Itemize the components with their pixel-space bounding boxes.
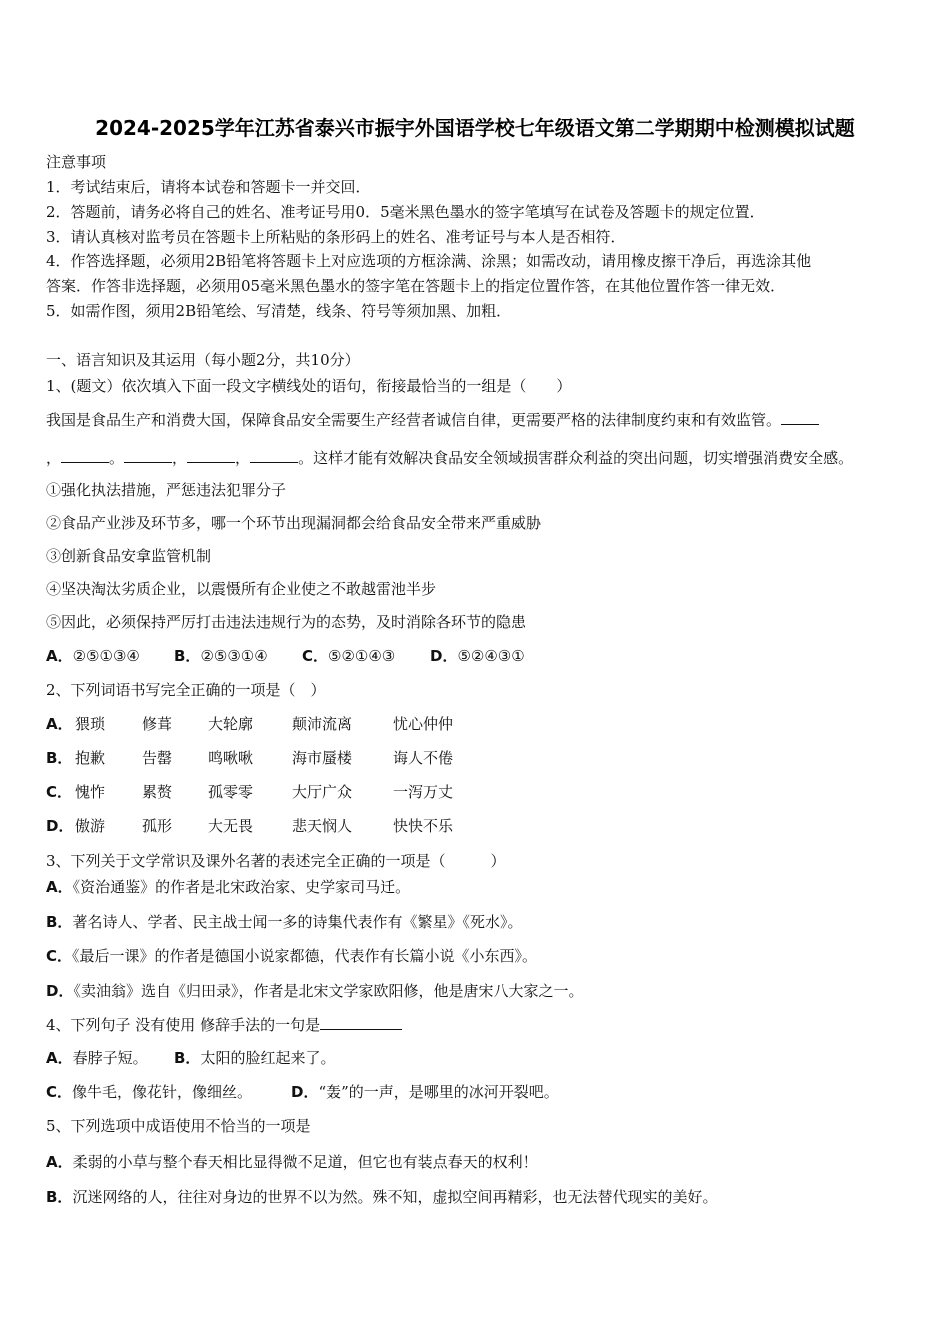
question-2-stem: 2、下列词语书写完全正确的一项是（ ） (46, 681, 326, 699)
option-a[interactable]: A．春脖子短。 (46, 1049, 148, 1067)
question-1-passage (46, 410, 819, 430)
word: 傲游 (75, 817, 106, 835)
word: 海市蜃楼 (292, 749, 353, 767)
passage-sep: ， (46, 449, 62, 467)
word: 抱歉 (75, 749, 106, 767)
word: 告罄 (142, 749, 173, 767)
question-4-stem: 4、下列句子 没有使用 修辞手法的一句是 (46, 1015, 402, 1035)
word: 鸣啾啾 (208, 749, 254, 767)
question-3-option-a[interactable]: A．《资治通鉴》的作者是北宋政治家、史学家司马迁。 (46, 878, 411, 896)
question-5-option-a[interactable]: A．柔弱的小草与整个春天相比显得微不足道，但它也有装点春天的权利！ (46, 1153, 538, 1171)
option-letter: C． (46, 783, 73, 801)
option-letter: B． (46, 749, 73, 767)
option-a[interactable]: A．②⑤①③④ (46, 647, 140, 665)
word: 修葺 (142, 715, 173, 733)
word: 快快不乐 (393, 817, 454, 835)
option-c[interactable]: C．像牛毛，像花针，像细丝。 (46, 1083, 253, 1101)
notice-item: 3．请认真核对监考员在答题卡上所粘贴的条形码上的姓名、准考证号与本人是否相符． (46, 228, 626, 246)
option-b[interactable]: B．②⑤③①④ (174, 647, 268, 665)
word: 悲天悯人 (292, 817, 353, 835)
notice-item: 4．作答选择题，必须用2B铅笔将答题卡上对应选项的方框涂满、涂黑；如需改动，请用橡皮擦干净后，再选涂其他 (46, 252, 812, 270)
option-b[interactable]: B．太阳的脸红起来了。 (174, 1049, 336, 1067)
question-1-item: ③创新食品安拿监管机制 (46, 547, 212, 565)
question-1-item: ②食品产业涉及环节多，哪一个环节出现漏洞都会给食品安全带来严重威胁 (46, 514, 542, 532)
page-title: 2024-2025学年江苏省泰兴市振宇外国语学校七年级语文第二学期期中检测模拟试题 (95, 116, 855, 140)
answer-blank (250, 448, 298, 463)
passage-sep: 。 (109, 449, 125, 467)
question-1-passage-continued (46, 448, 853, 468)
question-3-option-b[interactable]: B．著名诗人、学者、民主战士闻一多的诗集代表作有《繁星》《死水》。 (46, 913, 523, 931)
answer-blank (187, 448, 235, 463)
notice-heading: 注意事项 (46, 153, 107, 171)
word: 颠沛流离 (292, 715, 353, 733)
word: 忧心仲仲 (393, 715, 454, 733)
word: 孤形 (142, 817, 173, 835)
question-1-stem: 1、(题文）依次填入下面一段文字横线处的语句，衔接最恰当的一组是（ ） (46, 377, 572, 395)
answer-blank (61, 448, 109, 463)
passage-sep: ， (235, 449, 251, 467)
passage-text: 我国是食品生产和消费大国，保障食品安全需要生产经营者诚信自律，更需要严格的法律制度约束和有效监管。 (46, 411, 782, 429)
question-3-stem: 3、下列关于文学常识及课外名著的表述完全正确的一项是（ ） (46, 852, 506, 870)
answer-blank (124, 448, 172, 463)
option-d[interactable]: D．⑤②④③① (430, 647, 525, 665)
option-letter: A． (46, 715, 73, 733)
answer-blank (320, 1015, 402, 1030)
question-5-stem: 5、下列选项中成语使用不恰当的一项是 (46, 1117, 311, 1135)
word: 诲人不倦 (393, 749, 454, 767)
word: 愧怍 (75, 783, 106, 801)
word: 累赘 (142, 783, 173, 801)
word: 一泻万丈 (393, 783, 454, 801)
question-3-option-d[interactable]: D．《卖油翁》选自《归田录》，作者是北宋文学家欧阳修，他是唐宋八大家之一。 (46, 982, 584, 1000)
question-3-option-c[interactable]: C．《最后一课》的作者是德国小说家都德，代表作有长篇小说《小东西》。 (46, 947, 538, 965)
answer-blank (781, 410, 819, 425)
option-letter: D． (46, 817, 74, 835)
word: 孤零零 (208, 783, 254, 801)
notice-item: 答案．作答非选择题，必须用05毫米黑色墨水的签字笔在答题卡上的指定位置作答，在其他位置作答一律无效． (46, 277, 786, 295)
question-1-item: ④坚决淘汰劣质企业，以震慑所有企业使之不敢越雷池半步 (46, 580, 437, 598)
section-heading: 一、语言知识及其运用（每小题2分，共10分） (46, 351, 360, 369)
question-5-option-b[interactable]: B．沉迷网络的人，往往对身边的世界不以为然。殊不知，虚拟空间再精彩，也无法替代现实的美好。 (46, 1188, 718, 1206)
question-1-item: ①强化执法措施，严惩违法犯罪分子 (46, 481, 287, 499)
word: 大无畏 (208, 817, 254, 835)
notice-item: 1．考试结束后，请将本试卷和答题卡一并交回． (46, 178, 371, 196)
notice-item: 5．如需作图，须用2B铅笔绘、写清楚，线条、符号等须加黑、加粗． (46, 302, 512, 320)
word: 大轮廓 (208, 715, 254, 733)
word: 猥琐 (75, 715, 106, 733)
question-1-item: ⑤因此，必须保持严厉打击违法违规行为的态势，及时消除各环节的隐患 (46, 613, 527, 631)
passage-text: 。这样才能有效解决食品安全领域损害群众利益的突出问题，切实增强消费安全感。 (298, 449, 854, 467)
word: 大厅广众 (292, 783, 353, 801)
option-d[interactable]: D．“轰”的一声，是哪里的冰河开裂吧。 (291, 1083, 559, 1101)
passage-sep: ， (172, 449, 188, 467)
option-c[interactable]: C．⑤②①④③ (302, 647, 396, 665)
notice-item: 2．答题前，请务必将自己的姓名、准考证号用0．5毫米黑色墨水的签字笔填写在试卷及答题卡的规定位置． (46, 203, 765, 221)
